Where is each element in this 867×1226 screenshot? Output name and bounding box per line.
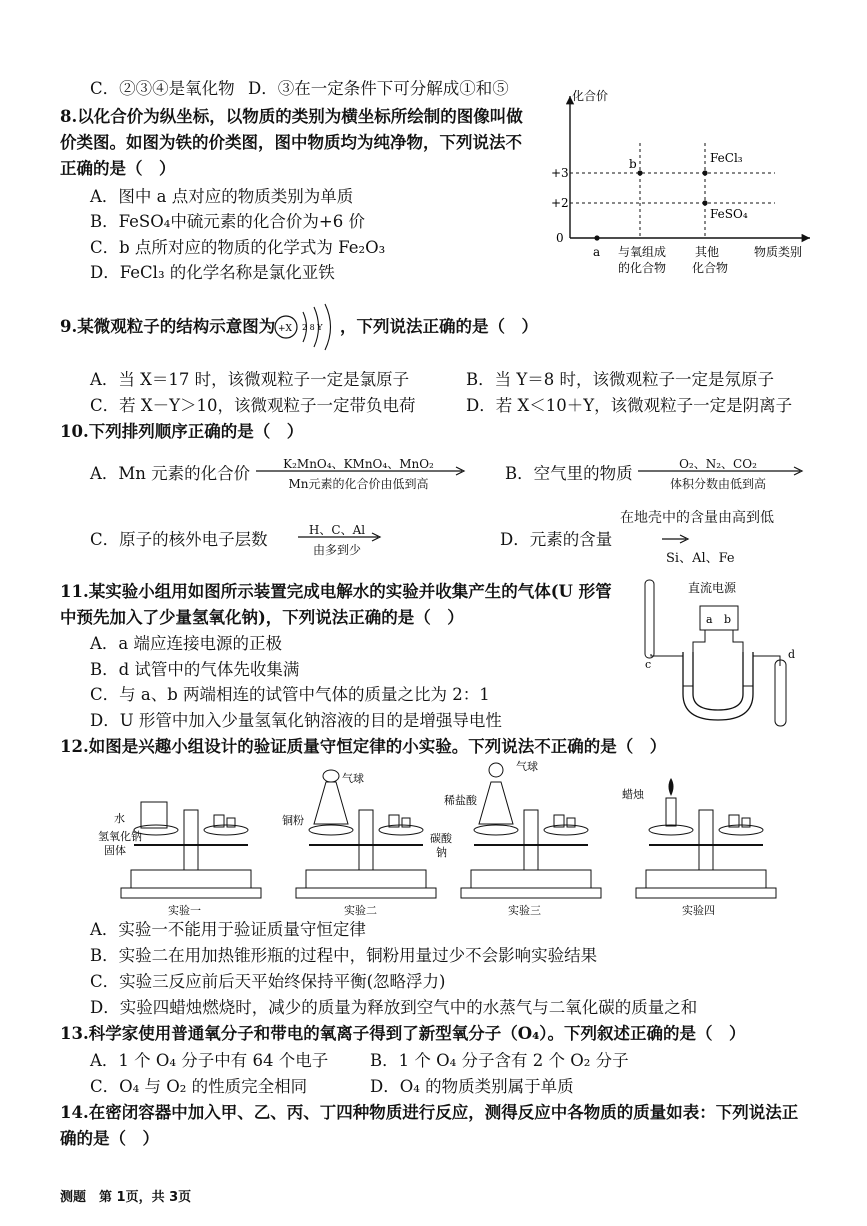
q9-option-c: C．若 X－Y＞10，该微观粒子一定带负电荷 <box>90 396 416 415</box>
e4-candle-label: 蜡烛 <box>622 788 644 801</box>
e1-naoh-label-1: 氢氧化钠 <box>98 830 142 843</box>
q7-option-c: C．②③④是氧化物 <box>90 79 235 98</box>
q10-a-arrow-bottom: Mn元素的化合价由低到高 <box>288 477 429 491</box>
q10-d-arrow-bottom: Si、Al、Fe <box>666 551 735 566</box>
shell-arc-3 <box>325 304 331 350</box>
balance-2 <box>296 770 436 898</box>
q10-c-arrow-bottom: 由多到少 <box>312 543 361 557</box>
caption-exp-1: 实验一 <box>168 904 201 917</box>
e1-water-label: 水 <box>114 812 125 825</box>
q11-option-a: A．a 端应连接电源的正极 <box>90 634 282 653</box>
q9-stem-post: ，下列说法正确的是（ ） <box>340 317 538 336</box>
nucleus-label: +X <box>278 324 292 334</box>
e2-balloon-label: 气球 <box>342 772 364 785</box>
wire-b <box>733 630 743 656</box>
q8-option-c: C．b 点所对应的物质的化学式为 Fe₂O₃ <box>90 238 386 257</box>
q12-option-a: A．实验一不能用于验证质量守恒定律 <box>90 920 366 939</box>
q12-option-d: D．实验四蜡烛燃烧时，减少的质量为释放到空气中的水蒸气与二氧化碳的质量之和 <box>90 998 698 1017</box>
e1-naoh-label-2: 固体 <box>104 844 126 857</box>
u-tube-inner <box>693 652 743 710</box>
q10-option-d: D．元素的含量 <box>500 530 613 549</box>
power-supply-label: 直流电源 <box>688 581 737 595</box>
q7-option-d: D．③在一定条件下可分解成①和⑤ <box>248 79 509 98</box>
q10-d-arrow-top: 在地壳中的含量由高到低 <box>620 510 774 526</box>
q10-b-arrow-bottom: 体积分数由低到高 <box>669 477 766 491</box>
point-fecl3 <box>702 170 707 175</box>
particle-structure-diagram <box>272 302 342 352</box>
tube-c-label: c <box>645 658 652 671</box>
electrolysis-apparatus <box>625 574 825 734</box>
xcat2-line2: 化合物 <box>692 261 729 275</box>
tube-d-label: d <box>788 648 796 661</box>
ytick-plus3: +3 <box>551 166 569 180</box>
q12-stem: 12.如图是兴趣小组设计的验证质量守恒定律的小实验。下列说法不正确的是（ ） <box>60 737 667 756</box>
xcat2-line1: 其他 <box>695 245 720 259</box>
xcat1-line2: 的化合物 <box>618 261 667 275</box>
y-axis-label: 化合价 <box>572 89 609 103</box>
iron-valence-chart <box>540 88 825 288</box>
q10-option-a: A．Mn 元素的化合价 <box>90 464 251 483</box>
e3-na2co3-label-2: 钠 <box>436 846 447 859</box>
q14-stem-2: 确的是（ ） <box>60 1129 159 1148</box>
q10-option-b: B．空气里的物质 <box>505 464 633 483</box>
q13-stem: 13.科学家使用普通氧分子和带电的氧离子得到了新型氧分子（O₄）。下列叙述正确的是（ ） <box>60 1024 746 1043</box>
q9-stem-pre: 9.某微观粒子的结构示意图为 <box>60 317 276 336</box>
test-tube-d <box>775 660 786 726</box>
balance-1 <box>121 802 261 898</box>
wire-a <box>693 630 705 656</box>
q8-stem-1: 8.以化合价为纵坐标，以物质的类别为横坐标所绘制的图像叫做 <box>60 107 523 126</box>
q13-option-b: B．1 个 O₄ 分子含有 2 个 O₂ 分子 <box>370 1051 629 1070</box>
q9-option-d: D．若 X＜10＋Y，该微观粒子一定是阴离子 <box>466 396 793 415</box>
e3-balloon-label: 气球 <box>516 760 538 773</box>
point-feso4-label: FeSO₄ <box>710 207 748 221</box>
q11-option-d: D．U 形管中加入少量氢氧化钠溶液的目的是增强导电性 <box>90 711 502 730</box>
page-footer: 测题 第 1页，共 3页 <box>60 1190 192 1205</box>
shell-electrons: 2 8 Y <box>302 323 323 332</box>
caption-exp-2: 实验二 <box>344 904 377 917</box>
q11-option-b: B．d 试管中的气体先收集满 <box>90 660 300 679</box>
ytick-plus2: +2 <box>551 196 569 210</box>
q8-stem-3: 正确的是（ ） <box>60 159 176 178</box>
q13-option-a: A．1 个 O₄ 分子中有 64 个电子 <box>90 1051 329 1070</box>
point-a-label: a <box>593 245 601 259</box>
ytick-zero: 0 <box>556 231 564 245</box>
terminal-b-label: b <box>724 613 732 626</box>
point-fecl3-label: FeCl₃ <box>710 151 743 165</box>
q9-option-b: B．当 Y＝8 时，该微观粒子一定是氖原子 <box>466 370 775 389</box>
e2-copper-label: 铜粉 <box>282 814 304 827</box>
q8-option-b: B．FeSO₄中硫元素的化合价为+6 价 <box>90 212 365 231</box>
caption-exp-3: 实验三 <box>508 904 541 917</box>
q10-d-arrow <box>662 534 692 544</box>
tube-to-c <box>651 654 683 656</box>
q8-stem-2: 价类图。如图为铁的价类图，图中物质均为纯净物，下列说法不 <box>60 133 522 152</box>
q13-option-c: C．O₄ 与 O₂ 的性质完全相同 <box>90 1077 308 1096</box>
point-feso4 <box>702 200 707 205</box>
xcat1-line1: 与氧组成 <box>618 245 667 259</box>
e3-hcl-label: 稀盐酸 <box>444 794 477 807</box>
point-a <box>594 235 599 240</box>
q10-stem: 10.下列排列顺序正确的是（ ） <box>60 422 304 441</box>
tube-to-d <box>753 656 780 666</box>
candle-flame <box>669 778 674 796</box>
q11-stem-2: 中预先加入了少量氢氧化钠)，下列说法正确的是（ ） <box>60 608 464 627</box>
point-b-label: b <box>629 157 637 171</box>
point-b <box>637 170 642 175</box>
balance-3 <box>461 763 601 898</box>
test-tube-c <box>645 580 654 658</box>
q10-option-c: C．原子的核外电子层数 <box>90 530 268 549</box>
q11-option-c: C．与 a、b 两端相连的试管中气体的质量之比为 2：1 <box>90 685 490 704</box>
mass-conservation-experiments <box>86 760 806 920</box>
balance-4 <box>636 778 776 898</box>
q10-a-arrow-top: K₂MnO₄、KMnO₄、MnO₂ <box>283 457 434 471</box>
caption-exp-4: 实验四 <box>682 904 715 917</box>
q11-stem-1: 11.某实验小组用如图所示装置完成电解水的实验并收集产生的气体(U 形管 <box>60 582 612 601</box>
q10-c-arrow-top: H、C、Al <box>308 523 366 537</box>
e3-na2co3-label-1: 碳酸 <box>430 832 452 845</box>
q8-option-a: A．图中 a 点对应的物质类别为单质 <box>90 187 354 206</box>
q9-option-a: A．当 X＝17 时，该微观粒子一定是氯原子 <box>90 370 410 389</box>
q12-option-b: B．实验二在用加热锥形瓶的过程中，铜粉用量过少不会影响实验结果 <box>90 946 598 965</box>
q14-stem-1: 14.在密闭容器中加入甲、乙、丙、丁四种物质进行反应，测得反应中各物质的质量如表：下列说法正 <box>60 1103 799 1122</box>
q12-option-c: C．实验三反应前后天平始终保持平衡(忽略浮力) <box>90 972 446 991</box>
q13-option-d: D．O₄ 的物质类别属于单质 <box>370 1077 574 1096</box>
q10-b-arrow-top: O₂、N₂、CO₂ <box>679 457 757 471</box>
q8-option-d: D．FeCl₃ 的化学名称是氯化亚铁 <box>90 263 335 282</box>
terminal-a-label: a <box>706 613 713 626</box>
x-axis-label: 物质类别 <box>754 245 803 259</box>
